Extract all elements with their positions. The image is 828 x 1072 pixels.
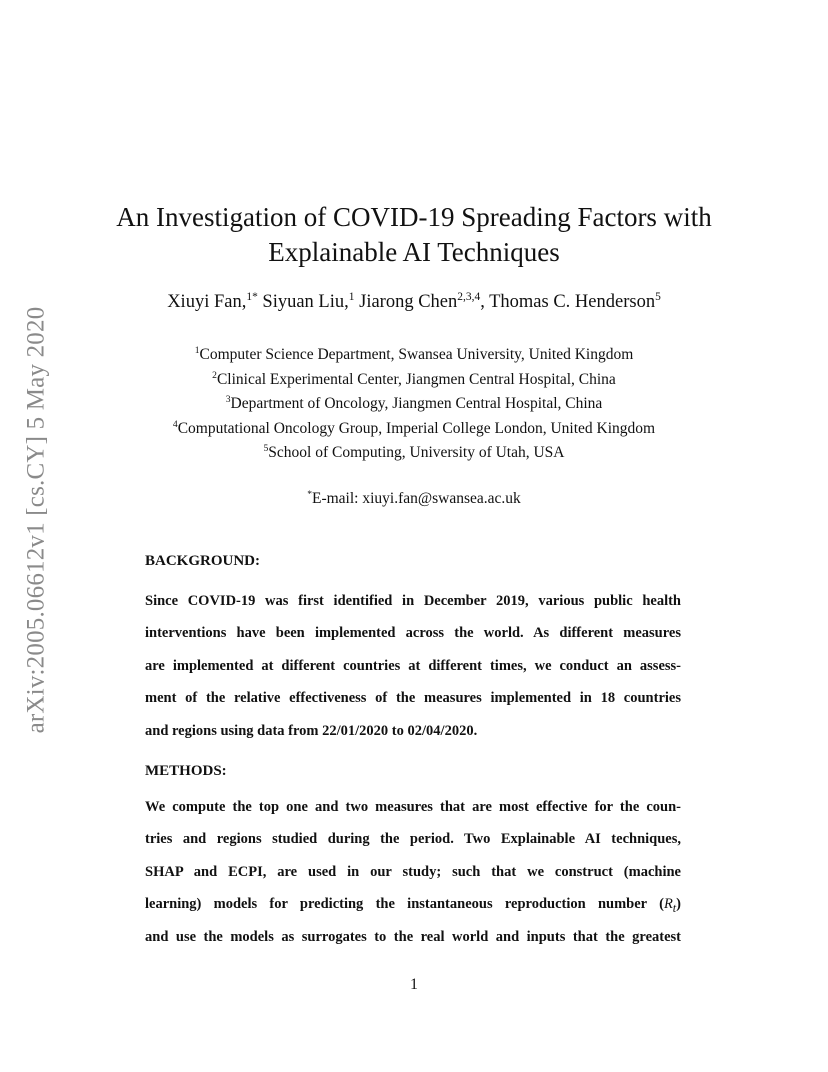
author-name: Jiarong Chen <box>359 292 458 312</box>
email-mark: * <box>307 488 312 500</box>
math-subscript: t <box>672 901 677 916</box>
affiliation-mark: 5 <box>263 442 269 454</box>
math-rt <box>663 896 677 916</box>
text-line: and use the models as surrogates to the real world and inputs that the greatest <box>145 928 681 945</box>
title-line-2: Explainable AI Techniques <box>268 237 560 267</box>
affiliation-list <box>0 343 828 466</box>
affiliation-text: School of Computing, University of Utah, USA <box>268 444 565 461</box>
text-line-with-math <box>145 894 681 926</box>
text-segment: ) <box>676 896 681 913</box>
text-line: We compute the top one and two measures that are most effective for the coun- <box>145 799 681 815</box>
affiliation <box>0 417 828 442</box>
author-list <box>0 292 828 313</box>
text-line: tries and regions studied during the period. Two Explainable AI techniques, <box>145 831 681 848</box>
affiliation <box>0 368 828 393</box>
affiliation-text: Department of Oncology, Jiangmen Central Hospital, China <box>230 395 603 412</box>
text-segment: learning) models for predicting the instantaneous reproduction number ( <box>145 896 664 913</box>
math-symbol: R <box>663 896 673 913</box>
author-name: Siyuan Liu, <box>262 292 349 312</box>
background-paragraph <box>145 591 681 753</box>
affiliation <box>0 441 828 466</box>
methods-paragraph <box>145 797 681 959</box>
corresponding-email <box>0 490 828 508</box>
affiliation-mark: 4 <box>172 418 178 430</box>
affiliation-text: Computational Oncology Group, Imperial College London, United Kingdom <box>177 419 656 437</box>
text-line: interventions have been implemented across the world. As different measures <box>145 625 681 642</box>
page-number: 1 <box>410 976 418 993</box>
author-affil-mark: 1* <box>246 290 258 303</box>
affiliation-mark: 1 <box>194 344 200 356</box>
affiliation-mark: 3 <box>225 393 231 405</box>
arxiv-stamp-text: arXiv:2005.06612v1 [cs.CY] 5 May 2020 <box>22 306 50 734</box>
affiliation <box>0 343 828 368</box>
author-affil-mark: 5 <box>655 290 661 303</box>
author-affil-mark: 1 <box>348 290 355 303</box>
author-name: , Thomas C. Henderson <box>480 292 656 312</box>
author-affil-mark: 2,3,4 <box>457 290 481 303</box>
text-line: are implemented at different countries at different times, we conduct an assess- <box>145 657 681 674</box>
paper-title <box>0 200 828 270</box>
text-line: and regions using data from 22/01/2020 to 02/04/2020. <box>145 722 478 739</box>
affiliation-mark: 2 <box>212 369 217 381</box>
title-line-1: An Investigation of COVID-19 Spreading Factors with <box>116 202 712 232</box>
email-text: E-mail: xiuyi.fan@swansea.ac.uk <box>311 490 521 507</box>
affiliation <box>0 392 828 417</box>
text-line: ment of the relative effectiveness of the measures implemented in 18 countries <box>145 690 681 707</box>
text-line: SHAP and ECPI, are used in our study; such that we construct (machine <box>145 863 681 880</box>
author-name: Xiuyi Fan, <box>167 292 247 312</box>
background-heading: BACKGROUND: <box>145 553 260 569</box>
methods-heading: METHODS: <box>145 763 227 779</box>
affiliation-text: Computer Science Department, Swansea University, United Kingdom <box>199 346 634 363</box>
text-line: Since COVID-19 was first identified in December 2019, various public health <box>145 593 681 609</box>
affiliation-text: Clinical Experimental Center, Jiangmen Central Hospital, China <box>216 370 616 388</box>
